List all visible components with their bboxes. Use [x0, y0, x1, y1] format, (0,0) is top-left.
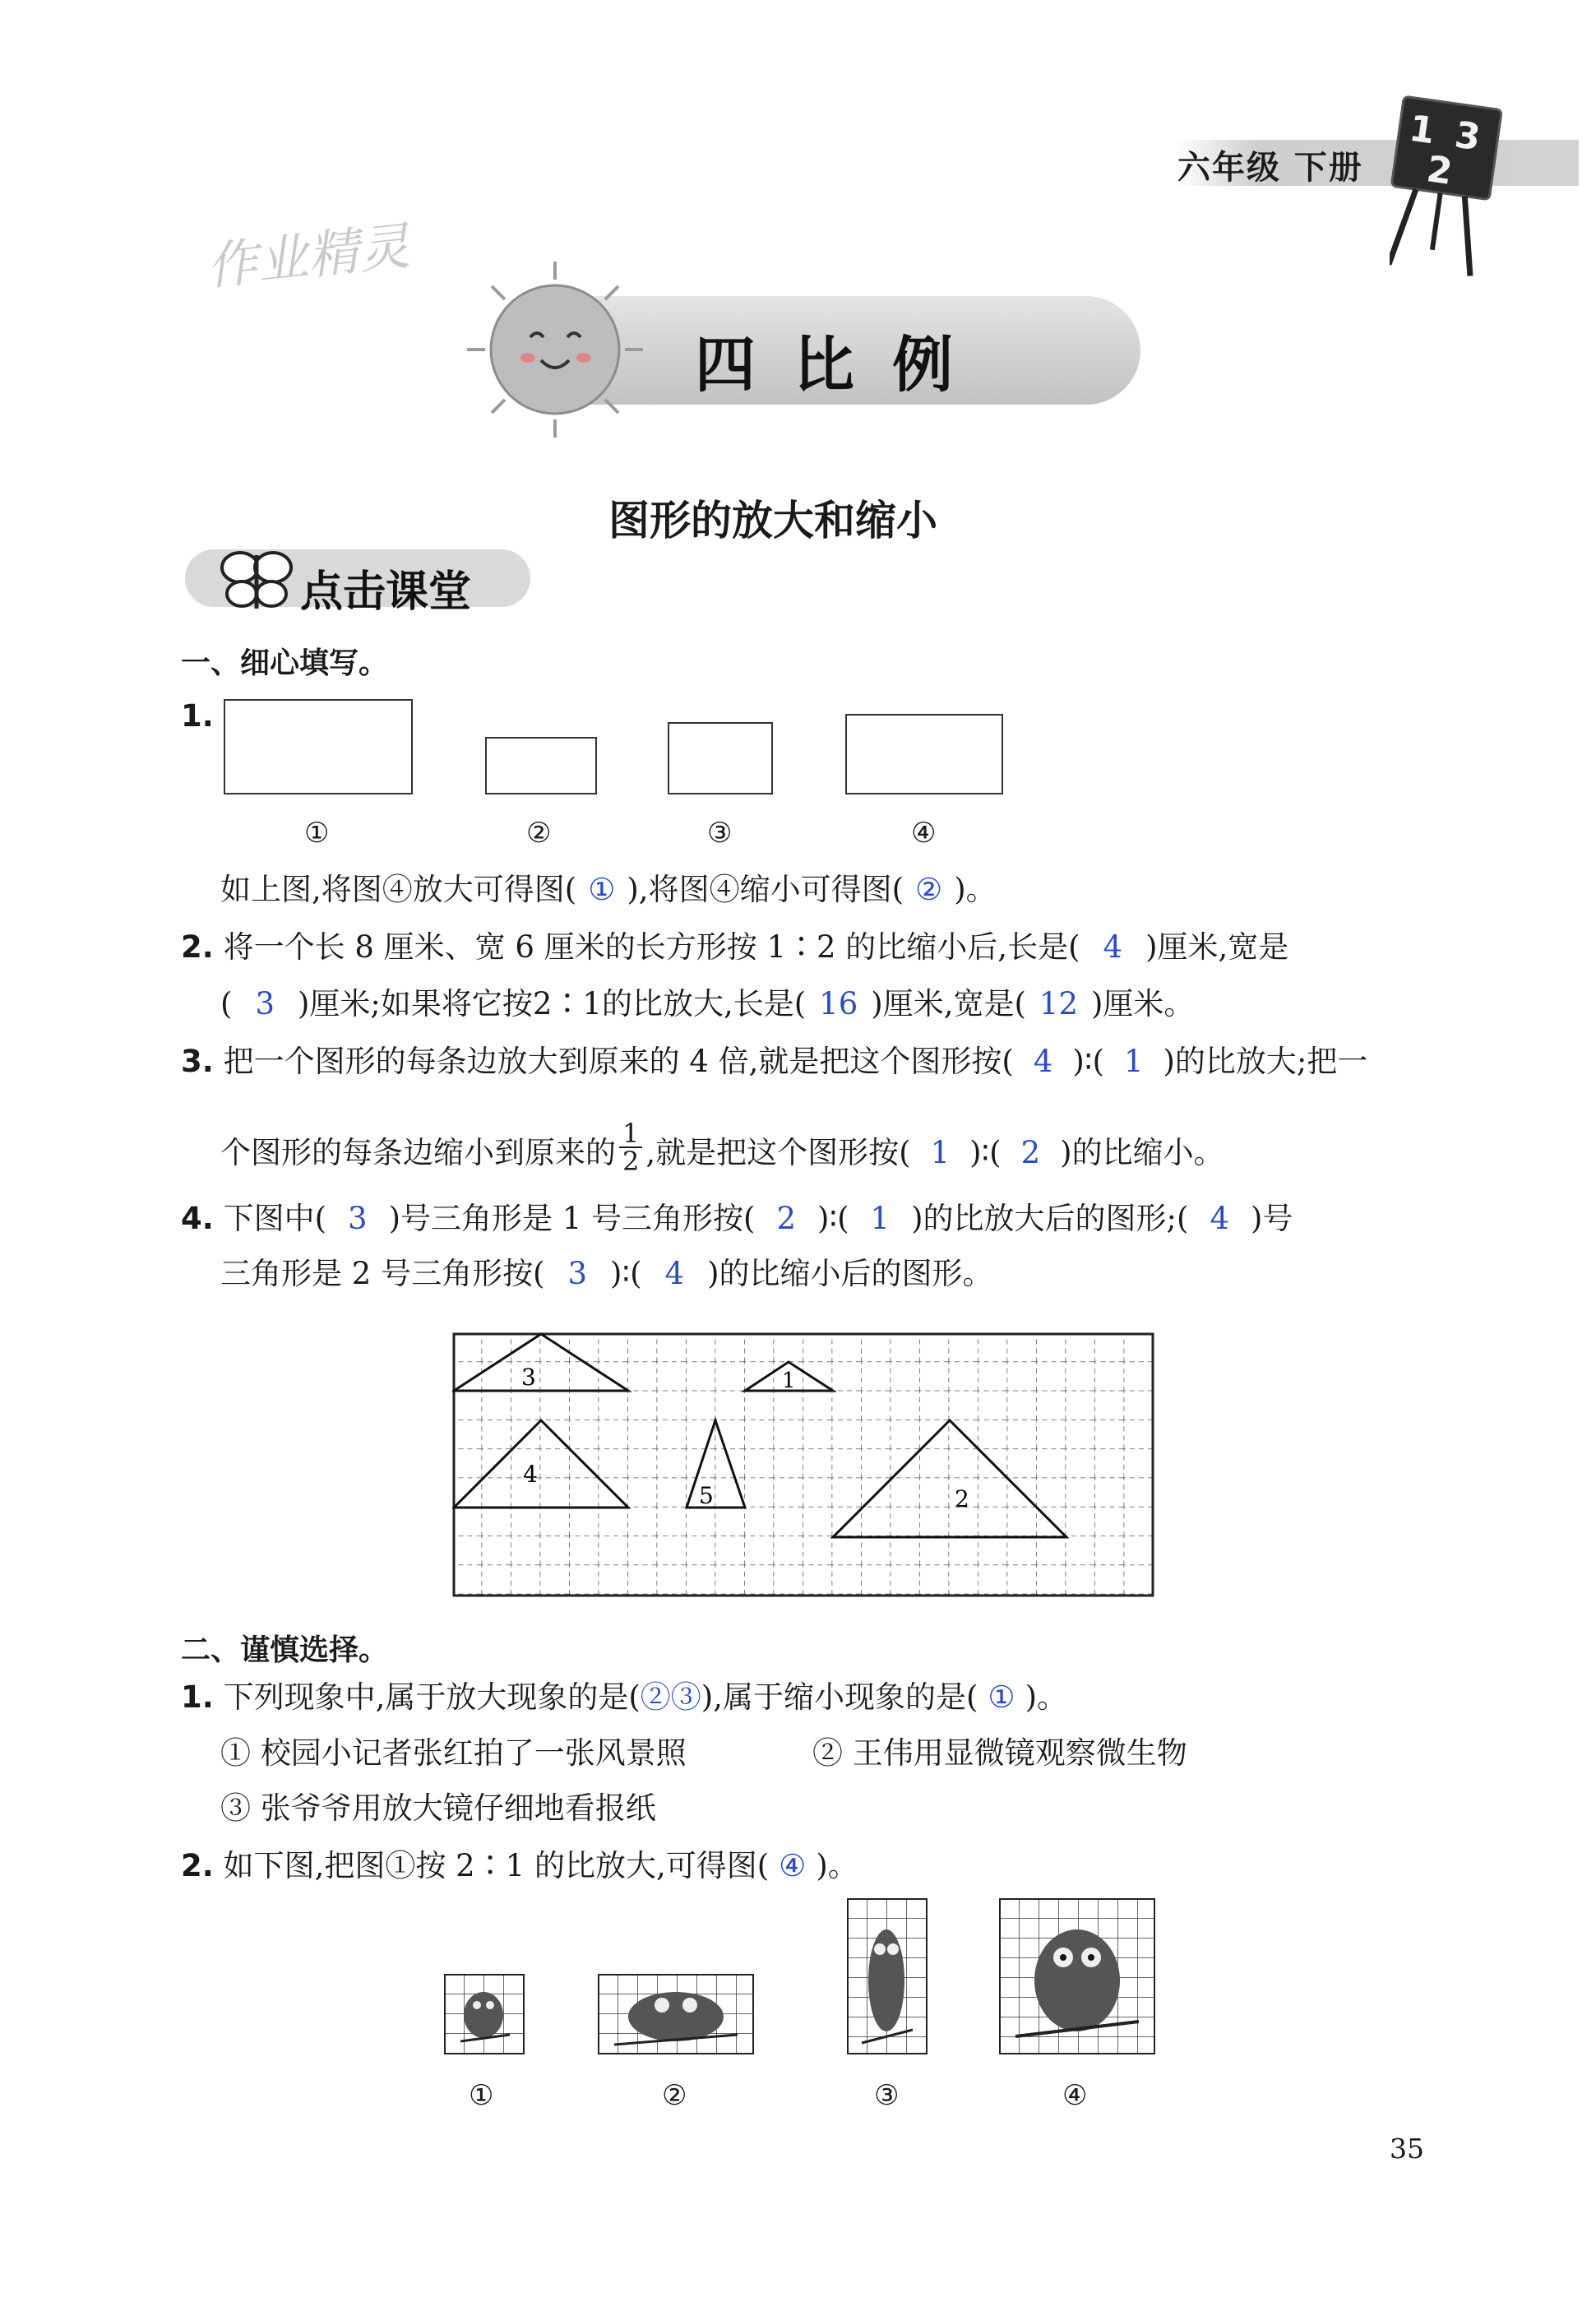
q4-line-2: 三角形是 2 号三角形按( 3 )∶( 4 )的比缩小后的图形。 [220, 1256, 993, 1291]
owl-figure-4 [999, 1898, 1155, 2054]
watermark: 作业精灵 [203, 215, 413, 297]
p2-q1-option-3: ③ 张爷爷用放大镜仔细地看报纸 [220, 1790, 656, 1826]
triangle-label-2: 2 [955, 1485, 969, 1512]
section-label: 点击课堂 [300, 567, 472, 617]
part1-heading: 一、细心填写。 [181, 646, 389, 680]
part2-heading: 二、谨慎选择。 [181, 1633, 389, 1667]
board-digit-1: 1 [1406, 107, 1438, 153]
board-digit-3: 3 [1452, 113, 1483, 160]
p2-q2-line: 2. 如下图,把图①按 2∶1 的比放大,可得图( ④ )。 [181, 1848, 858, 1883]
page-number: 35 [1390, 2133, 1424, 2165]
owl-label-4: ④ [1062, 2079, 1088, 2112]
p2-q1-option-1: ① 校园小记者张红拍了一张风景照 [220, 1735, 687, 1771]
rect-label-1: ① [304, 817, 330, 850]
q4-answer-3: 1 [870, 1201, 891, 1236]
lesson-title: 图形的放大和缩小 [608, 497, 937, 544]
sun-icon [460, 255, 650, 444]
triangle-grid [452, 1332, 1154, 1597]
q4-answer-6: 4 [664, 1256, 685, 1291]
p2-q1-option-2: ② 王伟用显微镜观察微生物 [812, 1735, 1187, 1771]
rectangle-1 [224, 699, 413, 794]
q3-line-2: 个图形的每条边缩小到原来的 1 2 ,就是把这个图形按( 1 )∶( 2 )的比缩小。 [220, 1118, 1224, 1177]
q3-answer-3: 1 [930, 1134, 951, 1170]
triangle-label-1: 1 [782, 1369, 796, 1393]
p2-q1-answer-2: ① [988, 1679, 1015, 1715]
q1-number: 1. [181, 698, 214, 734]
q4-answer-4: 4 [1210, 1201, 1229, 1236]
p2-q2-answer: ④ [779, 1848, 807, 1883]
q4-answer-2: 2 [776, 1201, 797, 1236]
q3-answer-2: 1 [1123, 1044, 1144, 1079]
owl-label-1: ① [469, 2079, 494, 2112]
rect-label-2: ② [526, 817, 552, 850]
triangle-label-4: 4 [523, 1461, 538, 1488]
q1-answer-2: ② [915, 872, 943, 907]
rectangle-4 [845, 714, 1003, 794]
q4-line-1: 4. 下图中( 3 )号三角形是 1 号三角形按( 2 )∶( 1 )的比放大后的图形;( 4 )号 [181, 1201, 1293, 1236]
chapter-title: 四比例 [695, 330, 991, 401]
q4-answer-1: 3 [348, 1201, 368, 1236]
q2-answer-4: 12 [1039, 986, 1078, 1021]
owl-label-3: ③ [874, 2079, 900, 2112]
rect-label-3: ③ [707, 817, 733, 850]
grade-label: 六年级 下册 [1177, 149, 1363, 187]
q2-answer-2: 3 [255, 986, 275, 1021]
q1-answer-1: ① [588, 872, 616, 907]
p2-q1-line: 1. 下列现象中,属于放大现象的是(②③),属于缩小现象的是( ① )。 [181, 1679, 1068, 1715]
blackboard-icon [1390, 95, 1513, 284]
q3-line-1: 3. 把一个图形的每条边放大到原来的 4 倍,就是把这个图形按( 4 )∶( 1 )的比放大;把一 [181, 1044, 1368, 1079]
q1-text: 如上图,将图④放大可得图( ① ),将图④缩小可得图( ② )。 [220, 872, 997, 907]
owl-figure-3 [847, 1898, 928, 2054]
owl-figure-2 [598, 1974, 754, 2054]
p2-q1-answer-1: ②③ [640, 1679, 701, 1715]
q3-answer-4: 2 [1020, 1134, 1041, 1170]
triangle-label-5: 5 [699, 1482, 714, 1509]
triangle-label-3: 3 [521, 1364, 536, 1391]
q3-answer-1: 4 [1033, 1044, 1053, 1079]
owl-figure-1 [444, 1974, 525, 2054]
q2-answer-3: 16 [819, 986, 858, 1021]
butterfly-icon [215, 543, 298, 617]
board-digit-2: 2 [1423, 148, 1455, 193]
q2-line-2: ( 3 )厘米;如果将它按2∶1的比放大,长是( 16 )厘米,宽是( 12 )厘米。 [220, 986, 1195, 1021]
rectangle-3 [668, 722, 773, 794]
fraction-one-half: 1 2 [619, 1120, 642, 1174]
rectangle-2 [485, 737, 597, 794]
q2-answer-1: 4 [1103, 929, 1123, 965]
owl-label-2: ② [662, 2079, 687, 2112]
rect-label-4: ④ [911, 817, 937, 850]
q4-answer-5: 3 [567, 1256, 588, 1291]
q2-line-1: 2. 将一个长 8 厘米、宽 6 厘米的长方形按 1∶2 的比缩小后,长是( 4 )厘米,宽是 [181, 929, 1289, 965]
